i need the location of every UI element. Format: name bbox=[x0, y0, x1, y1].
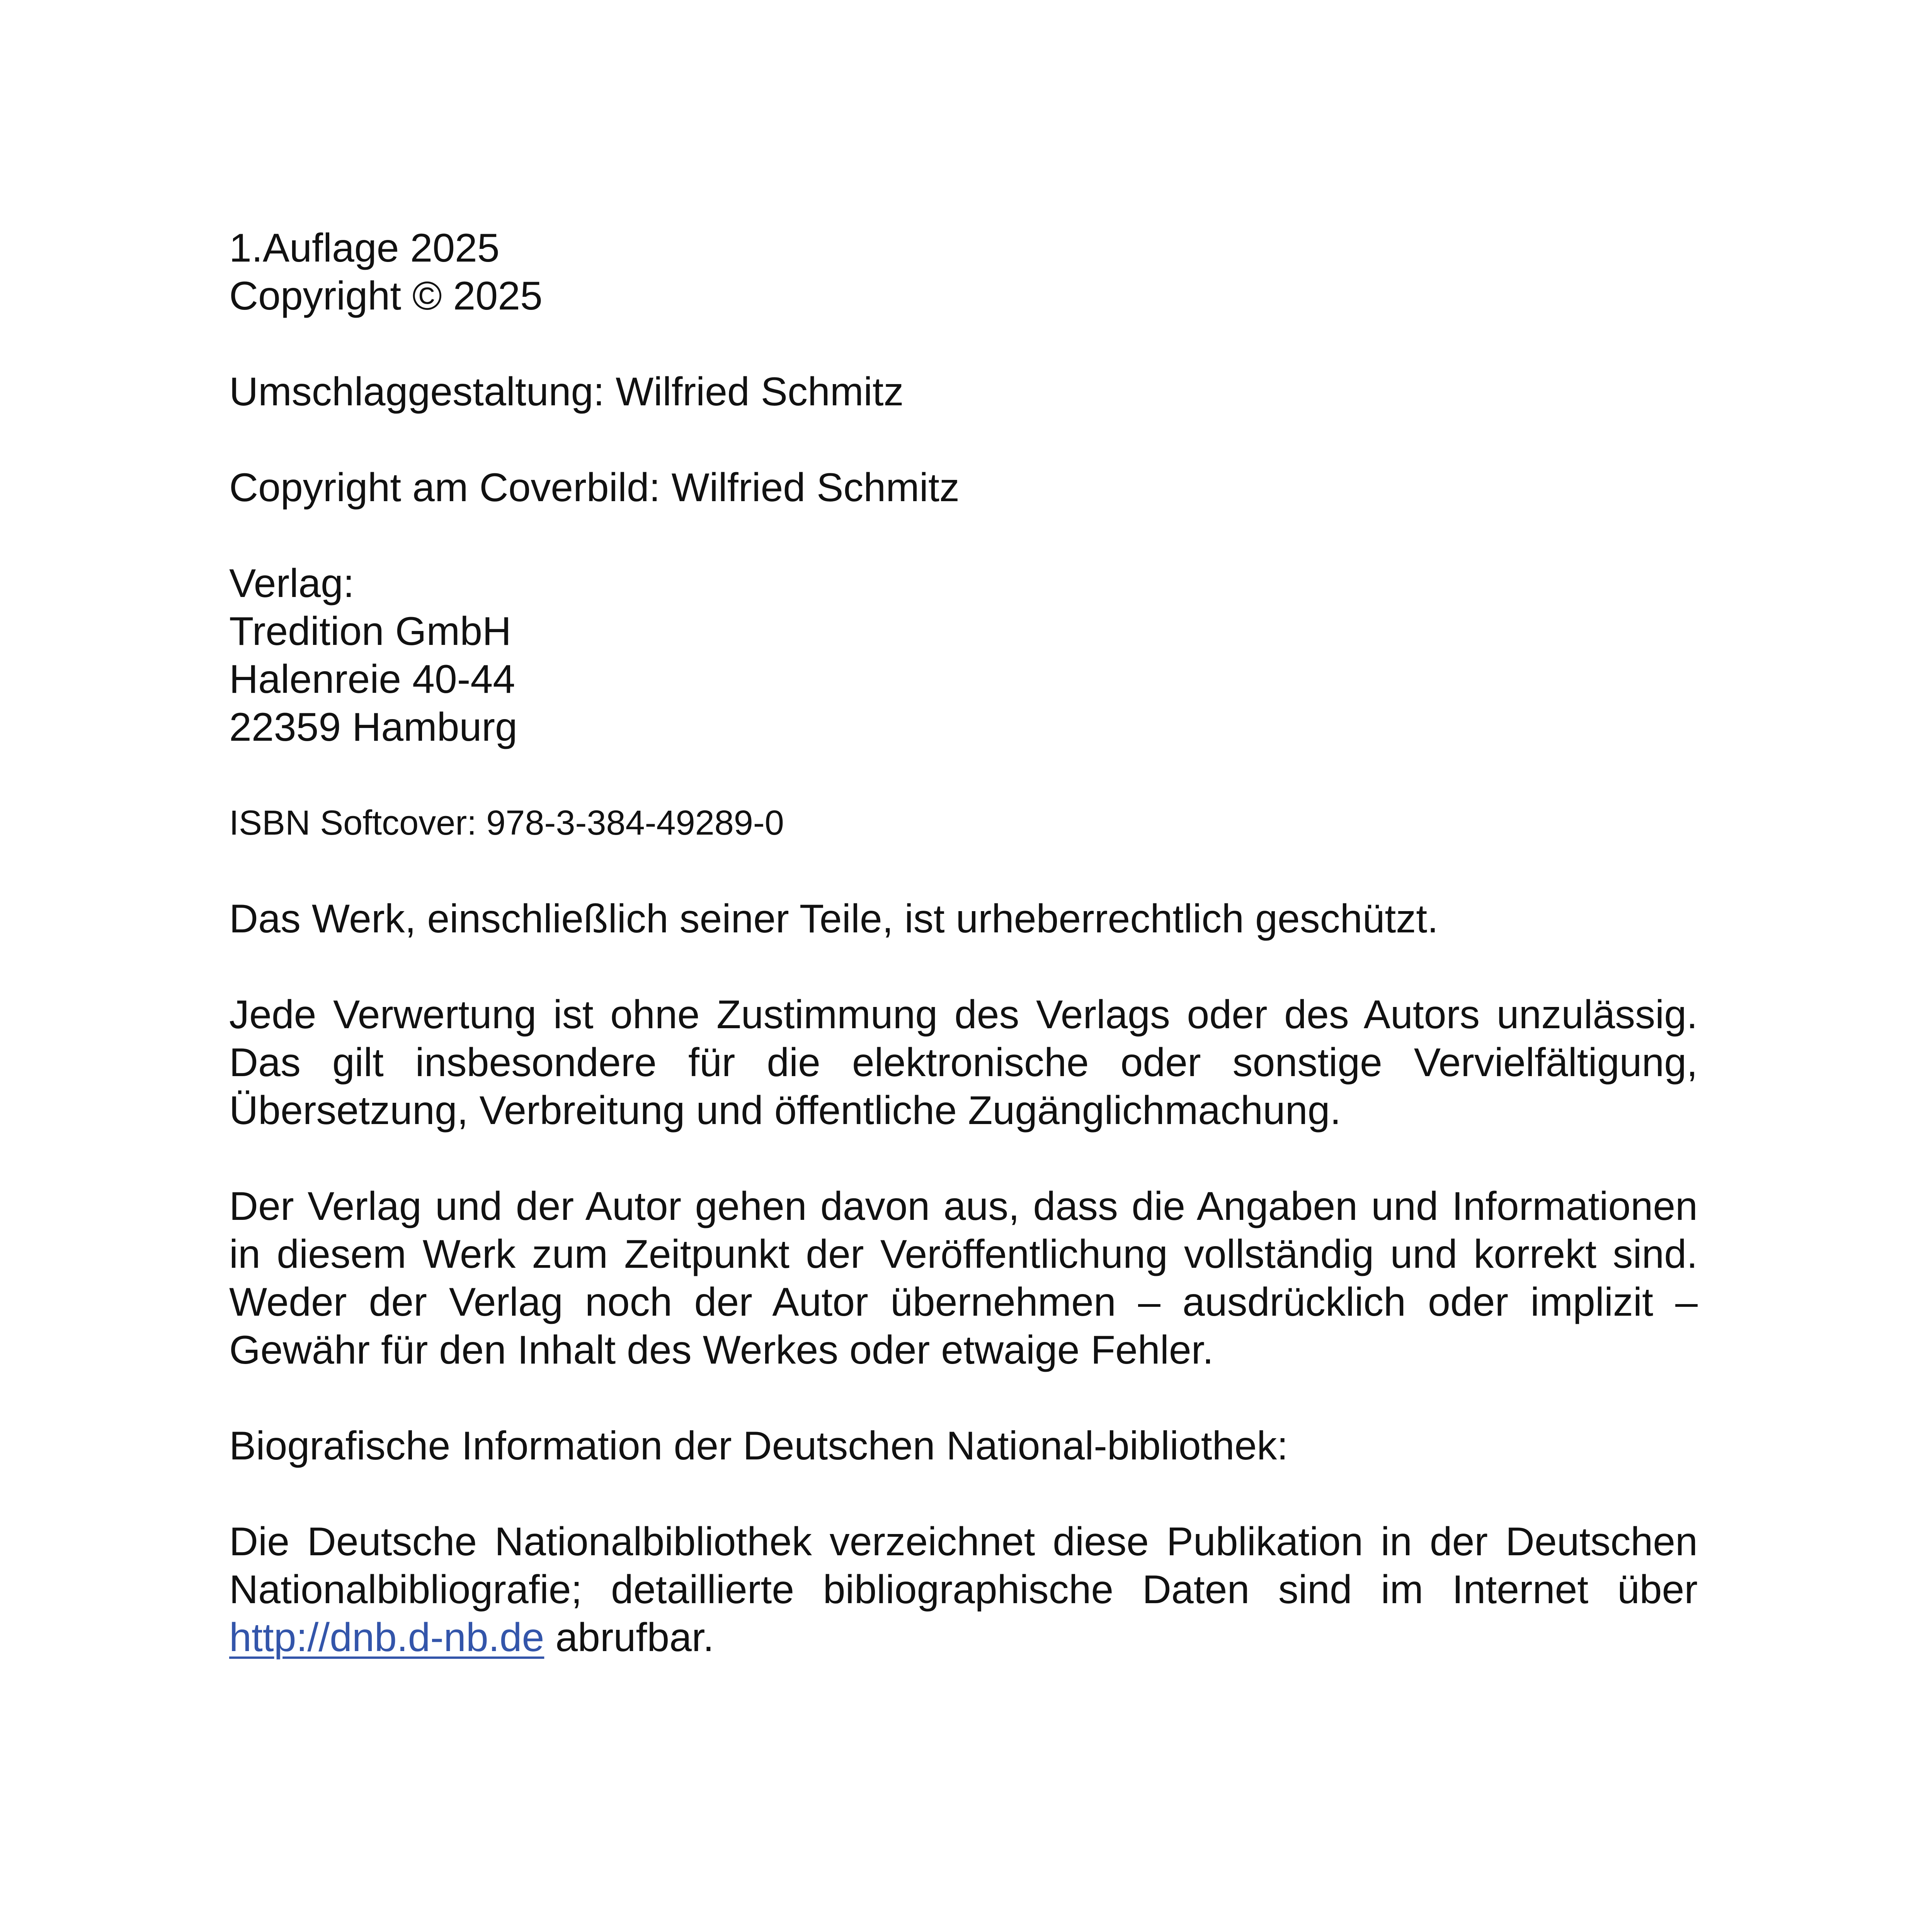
edition-copyright: Copyright © 2025 bbox=[229, 274, 543, 318]
protection-paragraph: Das Werk, einschließlich seiner Teile, ist urheberrechtlich geschützt. bbox=[229, 896, 1439, 941]
publisher-city: 22359 Hamburg bbox=[229, 705, 517, 750]
publisher-street: Halenreie 40-44 bbox=[229, 657, 516, 702]
cover-design-line: Umschlaggestaltung: Wilfried Schmitz bbox=[229, 369, 904, 414]
usage-paragraph: Jede Verwertung ist ohne Zustimmung des Verlags oder des Autors unzulässig. Das gilt insbesondere für die elektronische oder sonstige Vervielfältigung, Übersetzung, Verbreitung und öffentliche Zugänglichmachung. bbox=[229, 992, 1698, 1133]
cover-image-copyright-line: Copyright am Coverbild: Wilfried Schmitz bbox=[229, 465, 960, 510]
edition-auflage: 1.Auflage 2025 bbox=[229, 226, 500, 270]
bibliography-text: Die Deutsche Nationalbibliothek verzeichnet diese Publikation in der Deutschen Nationalbibliografie; detaillierte bibliographische Daten sind im Internet über bbox=[229, 1519, 1698, 1612]
imprint-content bbox=[229, 224, 1698, 1709]
bibliography-paragraph bbox=[229, 1518, 1698, 1662]
bibliography-suffix: abrufbar. bbox=[544, 1615, 714, 1660]
disclaimer-paragraph: Der Verlag und der Autor gehen davon aus, dass die Angaben und Informationen in diesem Werk zum Zeitpunkt der Veröffentlichung vollständig und korrekt sind. Weder der Verlag noch der Autor übernehmen – ausdrücklich oder implizit – Gewähr für den Inhalt des Werkes oder etwaige Fehler. bbox=[229, 1184, 1698, 1372]
publisher-block bbox=[229, 560, 1698, 751]
dnb-link[interactable]: http://dnb.d-nb.de bbox=[229, 1615, 545, 1660]
publisher-label: Verlag: bbox=[229, 561, 354, 606]
edition-block bbox=[229, 224, 1698, 320]
isbn-line: ISBN Softcover: 978-3-384-49289-0 bbox=[229, 804, 784, 842]
bibliography-heading: Biografische Information der Deutschen National-bibliothek: bbox=[229, 1423, 1288, 1468]
publisher-name: Tredition GmbH bbox=[229, 609, 512, 654]
